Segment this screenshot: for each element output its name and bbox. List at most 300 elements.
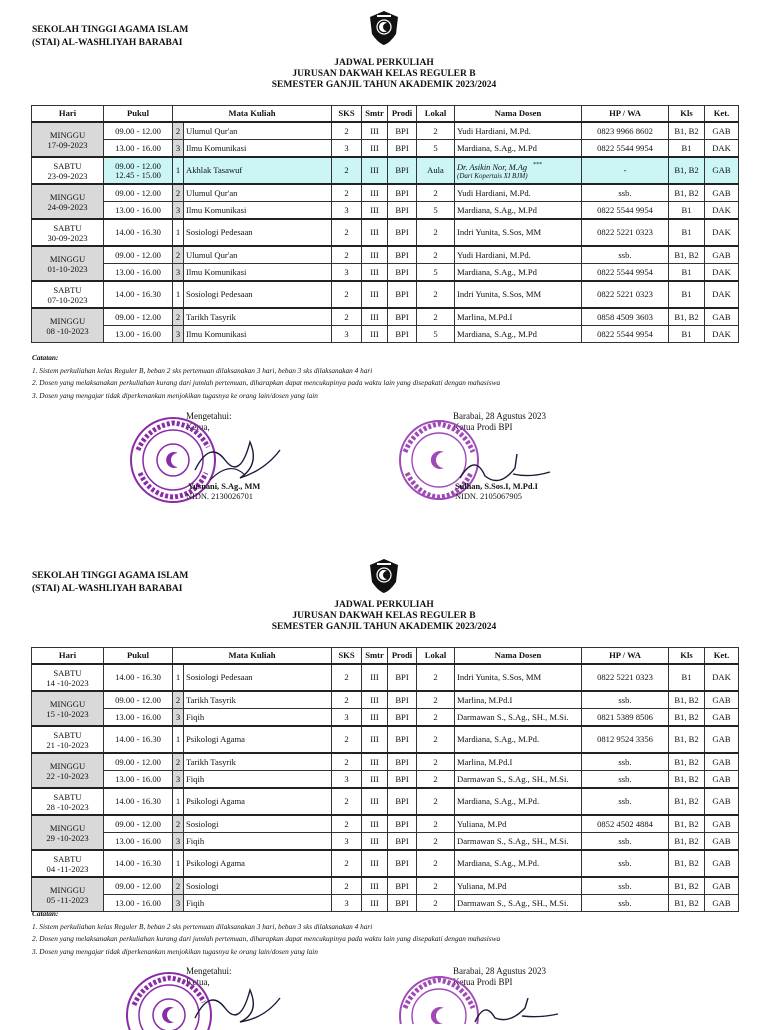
time-cell: 09.00 - 12.00 [104, 184, 173, 202]
note-cell: DAK [705, 281, 739, 308]
sks-cell: 2 [332, 753, 362, 771]
sks-cell: 2 [332, 122, 362, 140]
course-number: 2 [173, 246, 184, 264]
note-cell: GAB [705, 184, 739, 202]
sks-cell: 2 [332, 877, 362, 895]
day-name: SABTU [53, 791, 82, 802]
prodi-cell: BPI [388, 850, 417, 877]
phone-cell: 0822 5544 9954 [582, 326, 669, 343]
phone-cell: ssb. [582, 833, 669, 851]
lokal-cell: 5 [417, 140, 455, 158]
note-cell: GAB [705, 850, 739, 877]
day-name: MINGGU [49, 822, 86, 833]
lokal-cell: 5 [417, 264, 455, 282]
sks-cell: 2 [332, 788, 362, 815]
time-b: 12.45 - 15.00 [115, 169, 161, 180]
prodi-cell: BPI [388, 753, 417, 771]
institution-name: SEKOLAH TINGGI AGAMA ISLAM (STAI) AL-WASHLIYAH BARABAI [32, 571, 189, 594]
class-cell: B1 [669, 664, 705, 691]
prodi-cell: BPI [388, 246, 417, 264]
class-cell: B1, B2 [669, 157, 705, 184]
lecturer-cell: Mardiana, S.Ag., M.Pd [455, 202, 582, 220]
phone-cell: - [582, 157, 669, 184]
course-name: Fiqih [184, 709, 332, 727]
class-cell: B1 [669, 326, 705, 343]
day-date: 04 -11-2023 [46, 863, 89, 874]
phone-cell: ssb. [582, 753, 669, 771]
prodi-cell: BPI [388, 140, 417, 158]
class-cell: B1, B2 [669, 726, 705, 753]
lecturer-cell: Yuliana, M.Pd [455, 815, 582, 833]
table-row [32, 691, 739, 709]
phone-cell: ssb. [582, 691, 669, 709]
lokal-cell: 2 [417, 850, 455, 877]
column-header-ket: Ket. [705, 648, 739, 665]
class-cell: B1, B2 [669, 815, 705, 833]
day-date: 01-10-2023 [47, 263, 88, 274]
lokal-cell: 2 [417, 877, 455, 895]
course-name: Psikologi Agama [184, 788, 332, 815]
phone-cell: 0822 5221 0323 [582, 219, 669, 246]
note-cell: GAB [705, 753, 739, 771]
class-cell: B1, B2 [669, 691, 705, 709]
phone-cell: ssb. [582, 771, 669, 789]
smtr-cell: III [362, 726, 388, 753]
day-name: SABTU [53, 853, 82, 864]
course-name: Sosiologi Pedesaan [184, 281, 332, 308]
phone-cell: 0858 4509 3603 [582, 308, 669, 326]
signer-right-name: Sulhan, S.Sos.I, M.Pd.I [455, 482, 538, 491]
column-header-nama-dosen: Nama Dosen [455, 648, 582, 665]
smtr-cell: III [362, 281, 388, 308]
day-name: SABTU [53, 667, 82, 678]
course-number: 3 [173, 140, 184, 158]
course-number: 2 [173, 753, 184, 771]
time-cell: 14.00 - 16.30 [104, 219, 173, 246]
column-header-ket: Ket. [705, 106, 739, 123]
schedule-table [31, 105, 739, 343]
day-name: SABTU [53, 222, 82, 233]
day-date: 22 -10-2023 [46, 770, 89, 781]
column-header-prodi: Prodi [388, 106, 417, 123]
day-date: 05 -11-2023 [46, 894, 89, 905]
lokal-cell: 2 [417, 219, 455, 246]
lecturer-cell: Mardiana, S.Ag., M.Pd. [455, 850, 582, 877]
signer-left-name: Yusnani, S.Ag., MM [188, 482, 261, 491]
course-name: Psikologi Agama [184, 850, 332, 877]
smtr-cell: III [362, 815, 388, 833]
course-number: 1 [173, 788, 184, 815]
lokal-cell: 5 [417, 202, 455, 220]
note-cell: GAB [705, 157, 739, 184]
day-cell [32, 664, 104, 691]
note-cell: GAB [705, 788, 739, 815]
phone-cell: 0823 9966 8602 [582, 122, 669, 140]
day-name: SABTU [53, 160, 82, 171]
note-cell: DAK [705, 264, 739, 282]
phone-cell: 0822 5221 0323 [582, 281, 669, 308]
course-number: 3 [173, 895, 184, 912]
lecturer-cell: Marlina, M.Pd.I [455, 308, 582, 326]
sks-cell: 2 [332, 815, 362, 833]
course-name: Ilmu Komunikasi [184, 140, 332, 158]
day-cell [32, 753, 104, 788]
sks-cell: 3 [332, 771, 362, 789]
day-name: SABTU [53, 284, 82, 295]
table-row [32, 726, 739, 753]
course-number: 1 [173, 219, 184, 246]
lecturer-cell: Yudi Hardiani, M.Pd. [455, 184, 582, 202]
time-cell: 09.00 - 12.00 [104, 308, 173, 326]
phone-cell: 0812 9524 3356 [582, 726, 669, 753]
day-cell [32, 788, 104, 815]
prodi-cell: BPI [388, 709, 417, 727]
day-date: 15 -10-2023 [46, 708, 89, 719]
lecturer-cell: Mardiana, S.Ag., M.Pd. [455, 726, 582, 753]
time-cell: 14.00 - 16.30 [104, 726, 173, 753]
day-date: 29 -10-2023 [46, 832, 89, 843]
note-cell: GAB [705, 709, 739, 727]
column-header-kls: Kls [669, 106, 705, 123]
lokal-cell: 2 [417, 281, 455, 308]
day-date: 28 -10-2023 [46, 801, 89, 812]
day-date: 17-09-2023 [47, 139, 88, 150]
lecturer-cell: Yudi Hardiani, M.Pd. [455, 122, 582, 140]
sks-cell: 2 [332, 246, 362, 264]
lokal-cell: 2 [417, 122, 455, 140]
course-name: Ulumul Qur'an [184, 122, 332, 140]
time-cell [104, 157, 173, 184]
day-cell [32, 877, 104, 912]
day-name: MINGGU [49, 698, 86, 709]
day-name: MINGGU [49, 129, 86, 140]
course-name: Akhlak Tasawuf [184, 157, 332, 184]
smtr-cell: III [362, 709, 388, 727]
smtr-cell: III [362, 202, 388, 220]
lecturer-cell [455, 157, 582, 184]
sks-cell: 3 [332, 202, 362, 220]
table-row [32, 850, 739, 877]
course-name: Tarikh Tasyrik [184, 691, 332, 709]
sks-cell: 2 [332, 664, 362, 691]
smtr-cell: III [362, 691, 388, 709]
schedule-heading: JADWAL PERKULIAH JURUSAN DAKWAH KELAS REGULER B SEMESTER GANJIL TAHUN AKADEMIK 2023/2024 [271, 600, 497, 632]
lecturer-cell: Mardiana, S.Ag., M.Pd. [455, 788, 582, 815]
column-header-lokal: Lokal [417, 648, 455, 665]
sks-cell: 2 [332, 184, 362, 202]
day-cell [32, 122, 104, 157]
sks-cell: 2 [332, 308, 362, 326]
day-date: 08 -10-2023 [46, 325, 89, 336]
course-number: 1 [173, 850, 184, 877]
course-number: 3 [173, 833, 184, 851]
class-cell: B1, B2 [669, 895, 705, 912]
course-number: 3 [173, 264, 184, 282]
column-header-mata-kuliah: Mata Kuliah [173, 648, 332, 665]
note-cell: GAB [705, 771, 739, 789]
column-header-hp-wa: HP / WA [582, 648, 669, 665]
time-cell: 09.00 - 12.00 [104, 877, 173, 895]
course-name: Sosiologi [184, 815, 332, 833]
table-row [32, 709, 739, 727]
table-row [32, 264, 739, 282]
class-cell: B1 [669, 264, 705, 282]
lokal-cell: 2 [417, 691, 455, 709]
class-cell: B1, B2 [669, 788, 705, 815]
column-header-sks: SKS [332, 648, 362, 665]
smtr-cell: III [362, 246, 388, 264]
signature-right [470, 998, 560, 1024]
day-cell [32, 281, 104, 308]
prodi-cell: BPI [388, 281, 417, 308]
class-cell: B1, B2 [669, 184, 705, 202]
course-name: Fiqih [184, 771, 332, 789]
column-header-sks: SKS [332, 106, 362, 123]
prodi-cell: BPI [388, 264, 417, 282]
table-row [32, 122, 739, 140]
course-number: 1 [173, 726, 184, 753]
table-row [32, 753, 739, 771]
day-name: MINGGU [49, 760, 86, 771]
day-name: MINGGU [49, 191, 86, 202]
note-cell: DAK [705, 202, 739, 220]
day-cell [32, 815, 104, 850]
sks-cell: 2 [332, 691, 362, 709]
day-cell [32, 850, 104, 877]
course-number: 2 [173, 815, 184, 833]
time-cell: 13.00 - 16.00 [104, 771, 173, 789]
lecturer-origin: (Dari Kopertais XI BJM) [457, 171, 528, 180]
day-cell [32, 157, 104, 184]
lecturer-cell: Darmawan S., S.Ag., SH., M.Si. [455, 771, 582, 789]
note-cell: DAK [705, 664, 739, 691]
course-name: Ulumul Qur'an [184, 184, 332, 202]
signature-block-right: Barabai, 28 Agustus 2023 Ketua Prodi BPI [453, 411, 546, 432]
course-number: 1 [173, 664, 184, 691]
prodi-cell: BPI [388, 895, 417, 912]
phone-cell: 0852 4502 4884 [582, 815, 669, 833]
table-row [32, 326, 739, 343]
prodi-cell: BPI [388, 691, 417, 709]
smtr-cell: III [362, 877, 388, 895]
lokal-cell: 2 [417, 184, 455, 202]
day-name: MINGGU [49, 884, 86, 895]
course-number: 3 [173, 326, 184, 343]
prodi-cell: BPI [388, 122, 417, 140]
lecturer-cell: Yudi Hardiani, M.Pd. [455, 246, 582, 264]
course-number: 2 [173, 184, 184, 202]
time-cell: 13.00 - 16.00 [104, 264, 173, 282]
column-header-hari: Hari [32, 648, 104, 665]
class-cell: B1 [669, 202, 705, 220]
note-cell: GAB [705, 726, 739, 753]
column-header-pukul: Pukul [104, 648, 173, 665]
prodi-cell: BPI [388, 788, 417, 815]
class-cell: B1, B2 [669, 246, 705, 264]
smtr-cell: III [362, 895, 388, 912]
institution-name: SEKOLAH TINGGI AGAMA ISLAM (STAI) AL-WASHLIYAH BARABAI [32, 25, 189, 48]
prodi-cell: BPI [388, 771, 417, 789]
course-number: 2 [173, 308, 184, 326]
note-cell: DAK [705, 140, 739, 158]
prodi-cell: BPI [388, 815, 417, 833]
course-number: 3 [173, 709, 184, 727]
time-cell: 13.00 - 16.00 [104, 833, 173, 851]
lokal-cell: Aula [417, 157, 455, 184]
time-cell: 14.00 - 16.30 [104, 664, 173, 691]
note-cell: GAB [705, 308, 739, 326]
notes: Catatan: 1. Sistem perkuliahan kelas Reguler B, beban 2 sks pertemuan dilaksanakan 3 hari, beban 3 sks dilaksanakan 4 hari 2. Dosen yang melaksanakan perkuliahan kurang dari jumlah pertemuan, diharapkan dapat mencukupinya pada waktu lain yang disepakati dengan mahasiswa 3. Dosen yang mengajar tidak diperkenankan menjokikan tugasnya ke orang lain/dosen yang lain [32, 909, 501, 956]
course-name: Psikologi Agama [184, 726, 332, 753]
notes: Catatan: 1. Sistem perkuliahan kelas Reguler B, beban 2 sks pertemuan dilaksanakan 3 hari, beban 3 sks dilaksanakan 4 hari 2. Dosen yang melaksanakan perkuliahan kurang dari jumlah pertemuan, diharapkan dapat mencukupinya pada waktu lain yang disepakati dengan mahasiswa 3. Dosen yang mengajar tidak diperkenankan menjokikan tugasnya ke orang lain/dosen yang lain [32, 353, 501, 400]
schedule-table [31, 647, 739, 912]
prodi-cell: BPI [388, 664, 417, 691]
course-name: Sosiologi Pedesaan [184, 664, 332, 691]
table-row [32, 877, 739, 895]
class-cell: B1, B2 [669, 753, 705, 771]
phone-cell: ssb. [582, 788, 669, 815]
class-cell: B1, B2 [669, 833, 705, 851]
class-cell: B1, B2 [669, 122, 705, 140]
smtr-cell: III [362, 326, 388, 343]
prodi-cell: BPI [388, 157, 417, 184]
prodi-cell: BPI [388, 326, 417, 343]
time-cell: 09.00 - 12.00 [104, 753, 173, 771]
day-name: MINGGU [49, 315, 86, 326]
course-number: 2 [173, 691, 184, 709]
smtr-cell: III [362, 753, 388, 771]
sks-cell: 3 [332, 326, 362, 343]
smtr-cell: III [362, 833, 388, 851]
day-date: 30-09-2023 [47, 232, 88, 243]
lokal-cell: 2 [417, 308, 455, 326]
phone-cell: ssb. [582, 850, 669, 877]
time-cell: 14.00 - 16.30 [104, 788, 173, 815]
table-row [32, 788, 739, 815]
lokal-cell: 2 [417, 664, 455, 691]
note-cell: GAB [705, 246, 739, 264]
smtr-cell: III [362, 308, 388, 326]
phone-cell: ssb. [582, 877, 669, 895]
time-cell: 13.00 - 16.00 [104, 895, 173, 912]
lokal-cell: 2 [417, 726, 455, 753]
smtr-cell: III [362, 664, 388, 691]
phone-cell: 0822 5221 0323 [582, 664, 669, 691]
table-row [32, 815, 739, 833]
smtr-cell: III [362, 184, 388, 202]
lecturer-cell: Mardiana, S.Ag., M.Pd [455, 140, 582, 158]
phone-cell: 0822 5544 9954 [582, 202, 669, 220]
prodi-stamp-right [397, 974, 481, 1024]
lecturer-cell: Indri Yunita, S.Sos, MM [455, 219, 582, 246]
class-cell: B1, B2 [669, 877, 705, 895]
note-cell: DAK [705, 219, 739, 246]
sks-cell: 2 [332, 157, 362, 184]
note-cell: GAB [705, 815, 739, 833]
table-row [32, 771, 739, 789]
class-cell: B1, B2 [669, 771, 705, 789]
column-header-nama-dosen: Nama Dosen [455, 106, 582, 123]
lokal-cell: 2 [417, 246, 455, 264]
schedule-heading: JADWAL PERKULIAH JURUSAN DAKWAH KELAS REGULER B SEMESTER GANJIL TAHUN AKADEMIK 2023/2024 [271, 58, 497, 90]
table-row [32, 281, 739, 308]
table-row [32, 308, 739, 326]
institution-logo [368, 558, 400, 594]
day-date: 21 -10-2023 [46, 739, 89, 750]
time-cell: 09.00 - 12.00 [104, 246, 173, 264]
day-cell [32, 308, 104, 343]
sks-cell: 3 [332, 140, 362, 158]
time-cell: 09.00 - 12.00 [104, 122, 173, 140]
day-date: 24-09-2023 [47, 201, 88, 212]
time-a: 09.00 - 12.00 [115, 160, 161, 171]
lokal-cell: 2 [417, 815, 455, 833]
day-date: 23-09-2023 [47, 170, 88, 181]
course-number: 2 [173, 122, 184, 140]
prodi-cell: BPI [388, 308, 417, 326]
smtr-cell: III [362, 771, 388, 789]
class-cell: B1 [669, 281, 705, 308]
lecturer-cell: Marlina, M.Pd.I [455, 691, 582, 709]
table-row [32, 246, 739, 264]
note-cell: GAB [705, 895, 739, 912]
course-name: Tarikh Tasyrik [184, 308, 332, 326]
table-row [32, 833, 739, 851]
course-name: Ilmu Komunikasi [184, 202, 332, 220]
sks-cell: 2 [332, 726, 362, 753]
day-cell [32, 184, 104, 219]
column-header-smtr: Smtr [362, 106, 388, 123]
lecturer-name: Dr. Asikin Nor, M.Ag [457, 162, 528, 172]
time-cell: 09.00 - 12.00 [104, 691, 173, 709]
day-name: SABTU [53, 729, 82, 740]
lecturer-cell: Mardiana, S.Ag., M.Pd [455, 326, 582, 343]
note-cell: GAB [705, 691, 739, 709]
time-cell: 14.00 - 16.30 [104, 850, 173, 877]
day-cell [32, 219, 104, 246]
table-row [32, 202, 739, 220]
phone-cell: 0822 5544 9954 [582, 264, 669, 282]
lecturer-cell: Darmawan S., S.Ag., SH., M.Si. [455, 833, 582, 851]
lecturer-cell: Mardiana, S.Ag., M.Pd [455, 264, 582, 282]
day-name: MINGGU [49, 253, 86, 264]
lecturer-cell: Darmawan S., S.Ag., SH., M.Si. [455, 895, 582, 912]
column-header-pukul: Pukul [104, 106, 173, 123]
prodi-cell: BPI [388, 833, 417, 851]
class-cell: B1, B2 [669, 308, 705, 326]
lecturer-cell: Darmawan S., S.Ag., SH., M.Si. [455, 709, 582, 727]
sks-cell: 2 [332, 219, 362, 246]
signature-left [190, 978, 285, 1024]
sks-cell: 3 [332, 264, 362, 282]
course-name: Ulumul Qur'an [184, 246, 332, 264]
column-header-kls: Kls [669, 648, 705, 665]
lokal-cell: 2 [417, 709, 455, 727]
table-row [32, 184, 739, 202]
table-row [32, 140, 739, 158]
lokal-cell: 2 [417, 753, 455, 771]
prodi-cell: BPI [388, 184, 417, 202]
signature-block-right: Barabai, 28 Agustus 2023 Ketua Prodi BPI [453, 966, 546, 987]
lokal-cell: 2 [417, 895, 455, 912]
lokal-cell: 2 [417, 788, 455, 815]
column-header-hp-wa: HP / WA [582, 106, 669, 123]
sks-cell: 3 [332, 709, 362, 727]
class-cell: B1, B2 [669, 850, 705, 877]
smtr-cell: III [362, 140, 388, 158]
course-name: Sosiologi [184, 877, 332, 895]
course-name: Fiqih [184, 833, 332, 851]
